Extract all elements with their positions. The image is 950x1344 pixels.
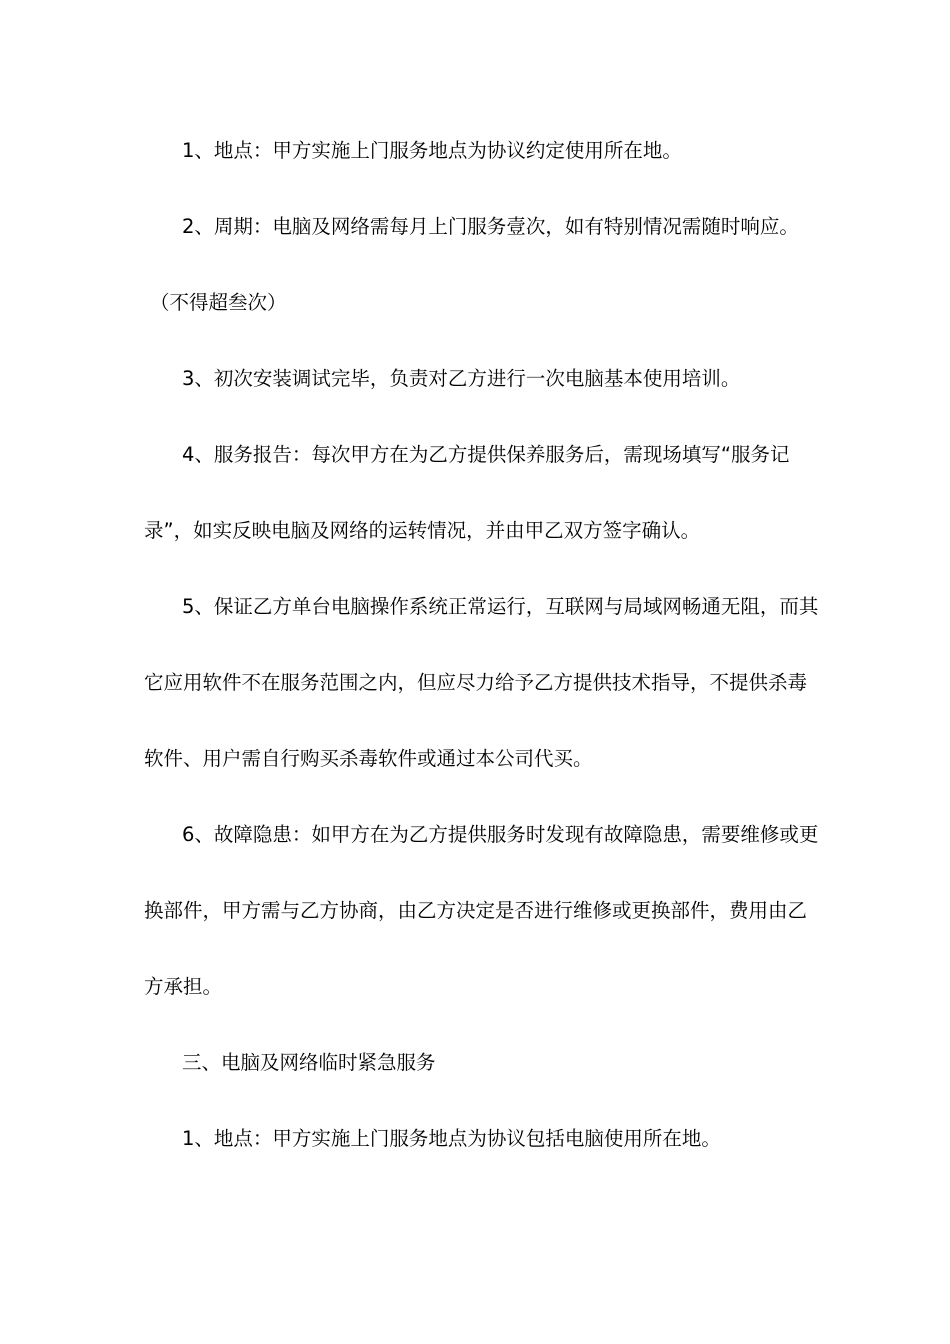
section-3-heading: 三、电脑及网络临时紧急服务 xyxy=(182,1051,436,1074)
item-6-fault-line-2: 换部件，甲方需与乙方协商，由乙方决定是否进行维修或更换部件，费用由乙 xyxy=(144,899,808,922)
item-2-period-note: （不得超叁次） xyxy=(150,291,287,314)
item-4-service-report-line-1: 4、服务报告：每次甲方在为乙方提供保养服务后，需现场填写“服务记 xyxy=(182,443,790,466)
item-6-fault-line-1: 6、故障隐患：如甲方在为乙方提供服务时发现有故障隐患，需要维修或更 xyxy=(182,823,819,846)
item-5-system-guarantee-line-3: 软件、用户需自行购买杀毒软件或通过本公司代买。 xyxy=(144,747,593,770)
item-3-training: 3、初次安装调试完毕，负责对乙方进行一次电脑基本使用培训。 xyxy=(182,367,741,390)
item-5-system-guarantee-line-2: 它应用软件不在服务范围之内，但应尽力给予乙方提供技术指导，不提供杀毒 xyxy=(144,671,808,694)
item-5-system-guarantee-line-1: 5、保证乙方单台电脑操作系统正常运行，互联网与局域网畅通无阻，而其 xyxy=(182,595,819,618)
section-3-item-1-location: 1、地点：甲方实施上门服务地点为协议包括电脑使用所在地。 xyxy=(182,1127,721,1150)
item-4-service-report-line-2: 录”，如实反映电脑及网络的运转情况，并由甲乙双方签字确认。 xyxy=(144,519,701,542)
item-1-location: 1、地点：甲方实施上门服务地点为协议约定使用所在地。 xyxy=(182,139,682,162)
item-6-fault-line-3: 方承担。 xyxy=(144,975,223,998)
item-2-period: 2、周期：电脑及网络需每月上门服务壹次，如有特别情况需随时响应。 xyxy=(182,215,799,238)
